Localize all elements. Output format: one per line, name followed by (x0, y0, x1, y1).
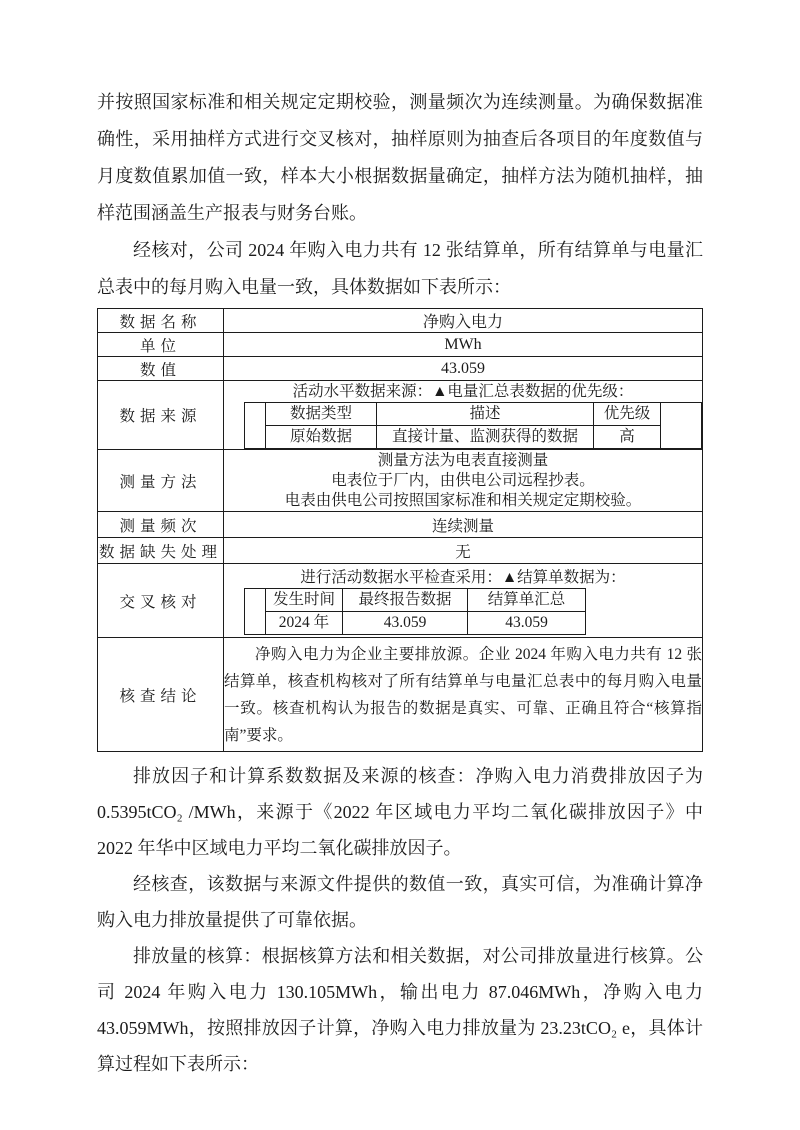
row-label-data-name: 数据名称 (98, 309, 224, 333)
paragraph-data-verified: 经核查，该数据与来源文件提供的数值一致，真实可信，为准确计算净购入电力排放量提供了可靠依据。 (97, 874, 703, 930)
cross-check-heading: 进行活动数据水平检查采用：▲结算单数据为： (300, 568, 626, 586)
bottom-paragraphs (97, 758, 703, 1082)
table-row-conclusion (98, 638, 703, 752)
row-value-value: 43.059 (224, 357, 703, 381)
inner-header-settlement-sum: 结算单汇总 (468, 588, 586, 611)
inner-data-row (245, 611, 586, 634)
data-source-cell (224, 381, 703, 450)
row-label-data-source: 数据来源 (98, 381, 224, 450)
inner-data-row (245, 426, 702, 449)
row-label-measure-method: 测量方法 (98, 450, 224, 512)
inner-value-data-type: 原始数据 (266, 426, 377, 449)
row-label-unit: 单位 (98, 333, 224, 357)
row-label-missing-data: 数据缺失处理 (98, 538, 224, 564)
measure-method-line-3: 电表由供电公司按照国家标准和相关规定定期校验。 (284, 491, 642, 509)
inner-header-priority: 优先级 (594, 403, 661, 426)
measure-method-cell (224, 450, 703, 512)
table-row-unit (98, 333, 703, 357)
inner-value-priority: 高 (594, 426, 661, 449)
data-source-inner-table (244, 402, 702, 449)
inner-header-row (245, 588, 586, 611)
inner-lead-cell (245, 588, 266, 634)
measure-method-line-1: 测量方法为电表直接测量 (377, 451, 549, 469)
table-row-data-source (98, 381, 703, 450)
inner-value-settlement-sum: 43.059 (468, 611, 586, 634)
inner-header-data-type: 数据类型 (266, 403, 377, 426)
row-value-missing-data: 无 (224, 538, 703, 564)
inner-header-final-report: 最终报告数据 (343, 588, 468, 611)
inner-trail-cell (661, 403, 702, 449)
row-value-unit: MWh (224, 333, 703, 357)
row-label-conclusion: 核查结论 (98, 638, 224, 752)
row-value-data-name: 净购入电力 (224, 309, 703, 333)
row-label-cross-check: 交叉核对 (98, 564, 224, 638)
row-label-value: 数值 (98, 357, 224, 381)
inner-header-description: 描述 (377, 403, 594, 426)
table-row-missing-data (98, 538, 703, 564)
inner-value-final-report: 43.059 (343, 611, 468, 634)
row-value-measure-freq: 连续测量 (224, 512, 703, 538)
row-value-conclusion: 净购入电力为企业主要排放源。企业 2024 年购入电力共有 12 张结算单，核查机构核对了所有结算单与电量汇总表中的每月购入电量一致。核查机构认为报告的数据是真实、可靠、正确且符合“核算指南”要求。 (224, 638, 703, 752)
paragraph-emission-factor: 排放因子和计算系数数据及来源的核查：净购入电力消费排放因子为 0.5395tCO₂ /MWh，来源于《2022 年区域电力平均二氧化碳排放因子》中 2022 年华中区域电力平均二氧化碳排放因子。 (97, 766, 703, 858)
paragraph-sampling-method: 并按照国家标准和相关规定定期校验，测量频次为连续测量。为确保数据准确性，采用抽样方式进行交叉核对，抽样原则为抽查后各项目的年度数值与月度数值累加值一致，样本大小根据数据量确定，抽样方法为随机抽样，抽样范围涵盖生产报表与财务台账。 (97, 92, 703, 223)
table-row-measure-freq (98, 512, 703, 538)
measure-method-line-2: 电表位于厂内，由供电公司远程抄表。 (331, 471, 595, 489)
inner-header-row (245, 403, 702, 426)
table-row-cross-check (98, 564, 703, 638)
table-row-data-name (98, 309, 703, 333)
paragraph-settlement-check: 经核对，公司 2024 年购入电力共有 12 张结算单，所有结算单与电量汇总表中的每月购入电量一致，具体数据如下表所示： (97, 240, 703, 297)
table-row-measure-method (98, 450, 703, 512)
inner-lead-cell (245, 403, 266, 449)
cross-check-inner-table (244, 588, 586, 635)
inner-value-description: 直接计量、监测获得的数据 (377, 426, 594, 449)
inner-value-occur-time: 2024 年 (266, 611, 343, 634)
cross-check-cell (224, 564, 703, 638)
data-source-heading: 活动水平数据来源：▲电量汇总表数据的优先级： (292, 383, 634, 400)
row-label-measure-freq: 测量频次 (98, 512, 224, 538)
paragraph-emission-calculation: 排放量的核算：根据核算方法和相关数据，对公司排放量进行核算。公司 2024 年购入电力 130.105MWh，输出电力 87.046MWh，净购入电力 43.059MWh，按照排放因子计算，净购入电力排放量为 23.23tCO₂ e，具体计算过程如下表所示： (97, 946, 703, 1074)
electricity-data-table (97, 308, 703, 752)
inner-header-occur-time: 发生时间 (266, 588, 343, 611)
table-row-value (98, 357, 703, 381)
